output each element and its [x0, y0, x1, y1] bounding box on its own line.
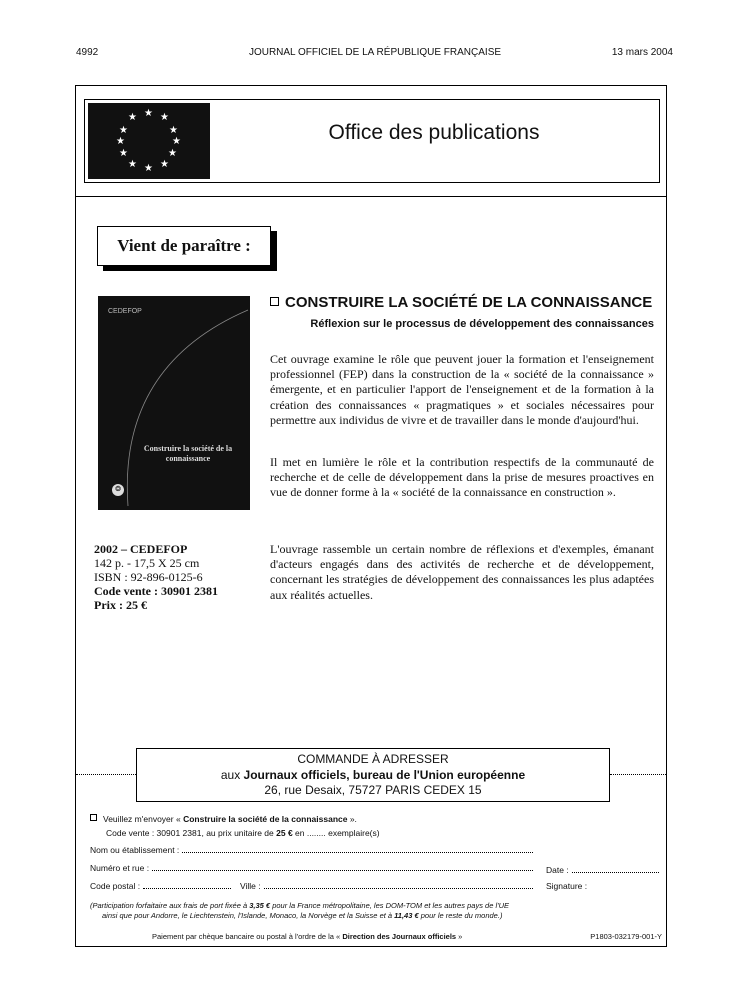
postal-label: Code postal :	[90, 881, 141, 891]
book-subtitle: Réflexion sur le processus de développement des connaissances	[310, 318, 654, 330]
book-price: Prix : 25 €	[94, 598, 147, 612]
book-cover	[98, 296, 250, 510]
book-code: Code vente : 30901 2381	[94, 584, 218, 598]
order-heading: COMMANDE À ADRESSER	[297, 752, 449, 766]
book-title	[270, 294, 655, 311]
book-title-text: CONSTRUIRE LA SOCIÉTÉ DE LA CONNAISSANCE	[285, 294, 653, 311]
cover-badge-icon: ❂	[112, 484, 124, 496]
publication-date: 13 mars 2004	[611, 47, 673, 58]
name-label: Nom ou établissement :	[90, 845, 180, 855]
book-info	[94, 542, 264, 612]
checkbox-icon	[270, 297, 279, 306]
date-label: Date :	[546, 865, 569, 875]
journal-title: JOURNAL OFFICIEL DE LA RÉPUBLIQUE FRANÇAISE	[248, 47, 502, 58]
cover-arc	[98, 296, 250, 510]
description-paragraph-3: L'ouvrage rassemble un certain nombre de réflexions et d'exemples, émanant d'acteurs engagés dans des activités de recherche et de développement, concernant les stratégies de développement des connaissances les plus adaptées aux réalités actuelles.	[270, 542, 654, 602]
book-pages-format: 142 p. - 17,5 X 25 cm	[94, 556, 200, 570]
eu-stars-flag-icon: ★ ★ ★ ★ ★ ★ ★ ★ ★ ★ ★ ★	[88, 103, 210, 179]
city-label: Ville :	[240, 881, 261, 891]
book-year-publisher: 2002 – CEDEFOP	[94, 542, 188, 556]
order-code-line: Code vente : 30901 2381, au prix unitaire de 25 € en ........ exemplaire(s)	[106, 828, 380, 838]
cover-logo: CEDEFOP	[108, 308, 142, 315]
street-field[interactable]	[90, 863, 536, 873]
signature-label: Signature :	[546, 881, 588, 891]
payment-note: Paiement par chèque bancaire ou postal à l'ordre de la « Direction des Journaux officiels »	[152, 932, 463, 941]
banner-divider	[75, 196, 667, 197]
order-dotted-rule-left	[76, 774, 136, 775]
order-recipient: aux Journaux officiels, bureau de l'Union européenne	[220, 767, 526, 782]
description-paragraph-1: Cet ouvrage examine le rôle que peuvent jouer la formation et l'enseignement professionnel (FEP) dans la construction de la « société de la connaissance » émergente, et en particulier l'apport de l'enseignement et de la formation à la création des connaissances « pragmatiques » et sociales nécessaires pour permettre aux individus de vivre et de travailler dans le monde d'aujourd'hui.	[270, 352, 654, 427]
new-release-label: Vient de paraître :	[117, 236, 251, 255]
description-paragraph-2: Il met en lumière le rôle et la contribution respectifs de la communauté de recherche et de celle de développement dans la prise de mesures proactives en vue de donner forme à la « société de la connaissance en construction ».	[270, 455, 654, 500]
date-field[interactable]	[546, 865, 662, 875]
order-request-line: Veuillez m'envoyer « Construire la société de la connaissance ».	[90, 814, 357, 824]
banner-title: Office des publications	[328, 121, 540, 144]
new-release-badge	[97, 226, 271, 266]
shipping-note: (Participation forfaitaire aux frais de port fixée à 3,35 € pour la France métropolitaine, les DOM-TOM et les autres pays de l'UE ainsi que pour Andorre, le Liechtenstein, l'Islande, Monaco, la Norvège et la Suisse et à 11,43 € pour le reste du monde.)	[90, 901, 509, 920]
reference-code: P1803-032179-001-Y	[590, 932, 662, 941]
order-street: 26, rue Desaix, 75727 PARIS CEDEX 15	[264, 783, 482, 797]
street-label: Numéro et rue :	[90, 863, 150, 873]
order-address-box	[136, 748, 610, 802]
name-field[interactable]	[90, 845, 536, 855]
order-dotted-rule-right	[610, 774, 666, 775]
city-field[interactable]	[240, 881, 536, 891]
postal-code-field[interactable]	[90, 881, 234, 891]
order-checkbox[interactable]	[90, 814, 97, 821]
page-number: 4992	[76, 47, 99, 58]
cover-title: Construire la société de la connaissance	[143, 444, 233, 463]
book-isbn: ISBN : 92-896-0125-6	[94, 570, 203, 584]
